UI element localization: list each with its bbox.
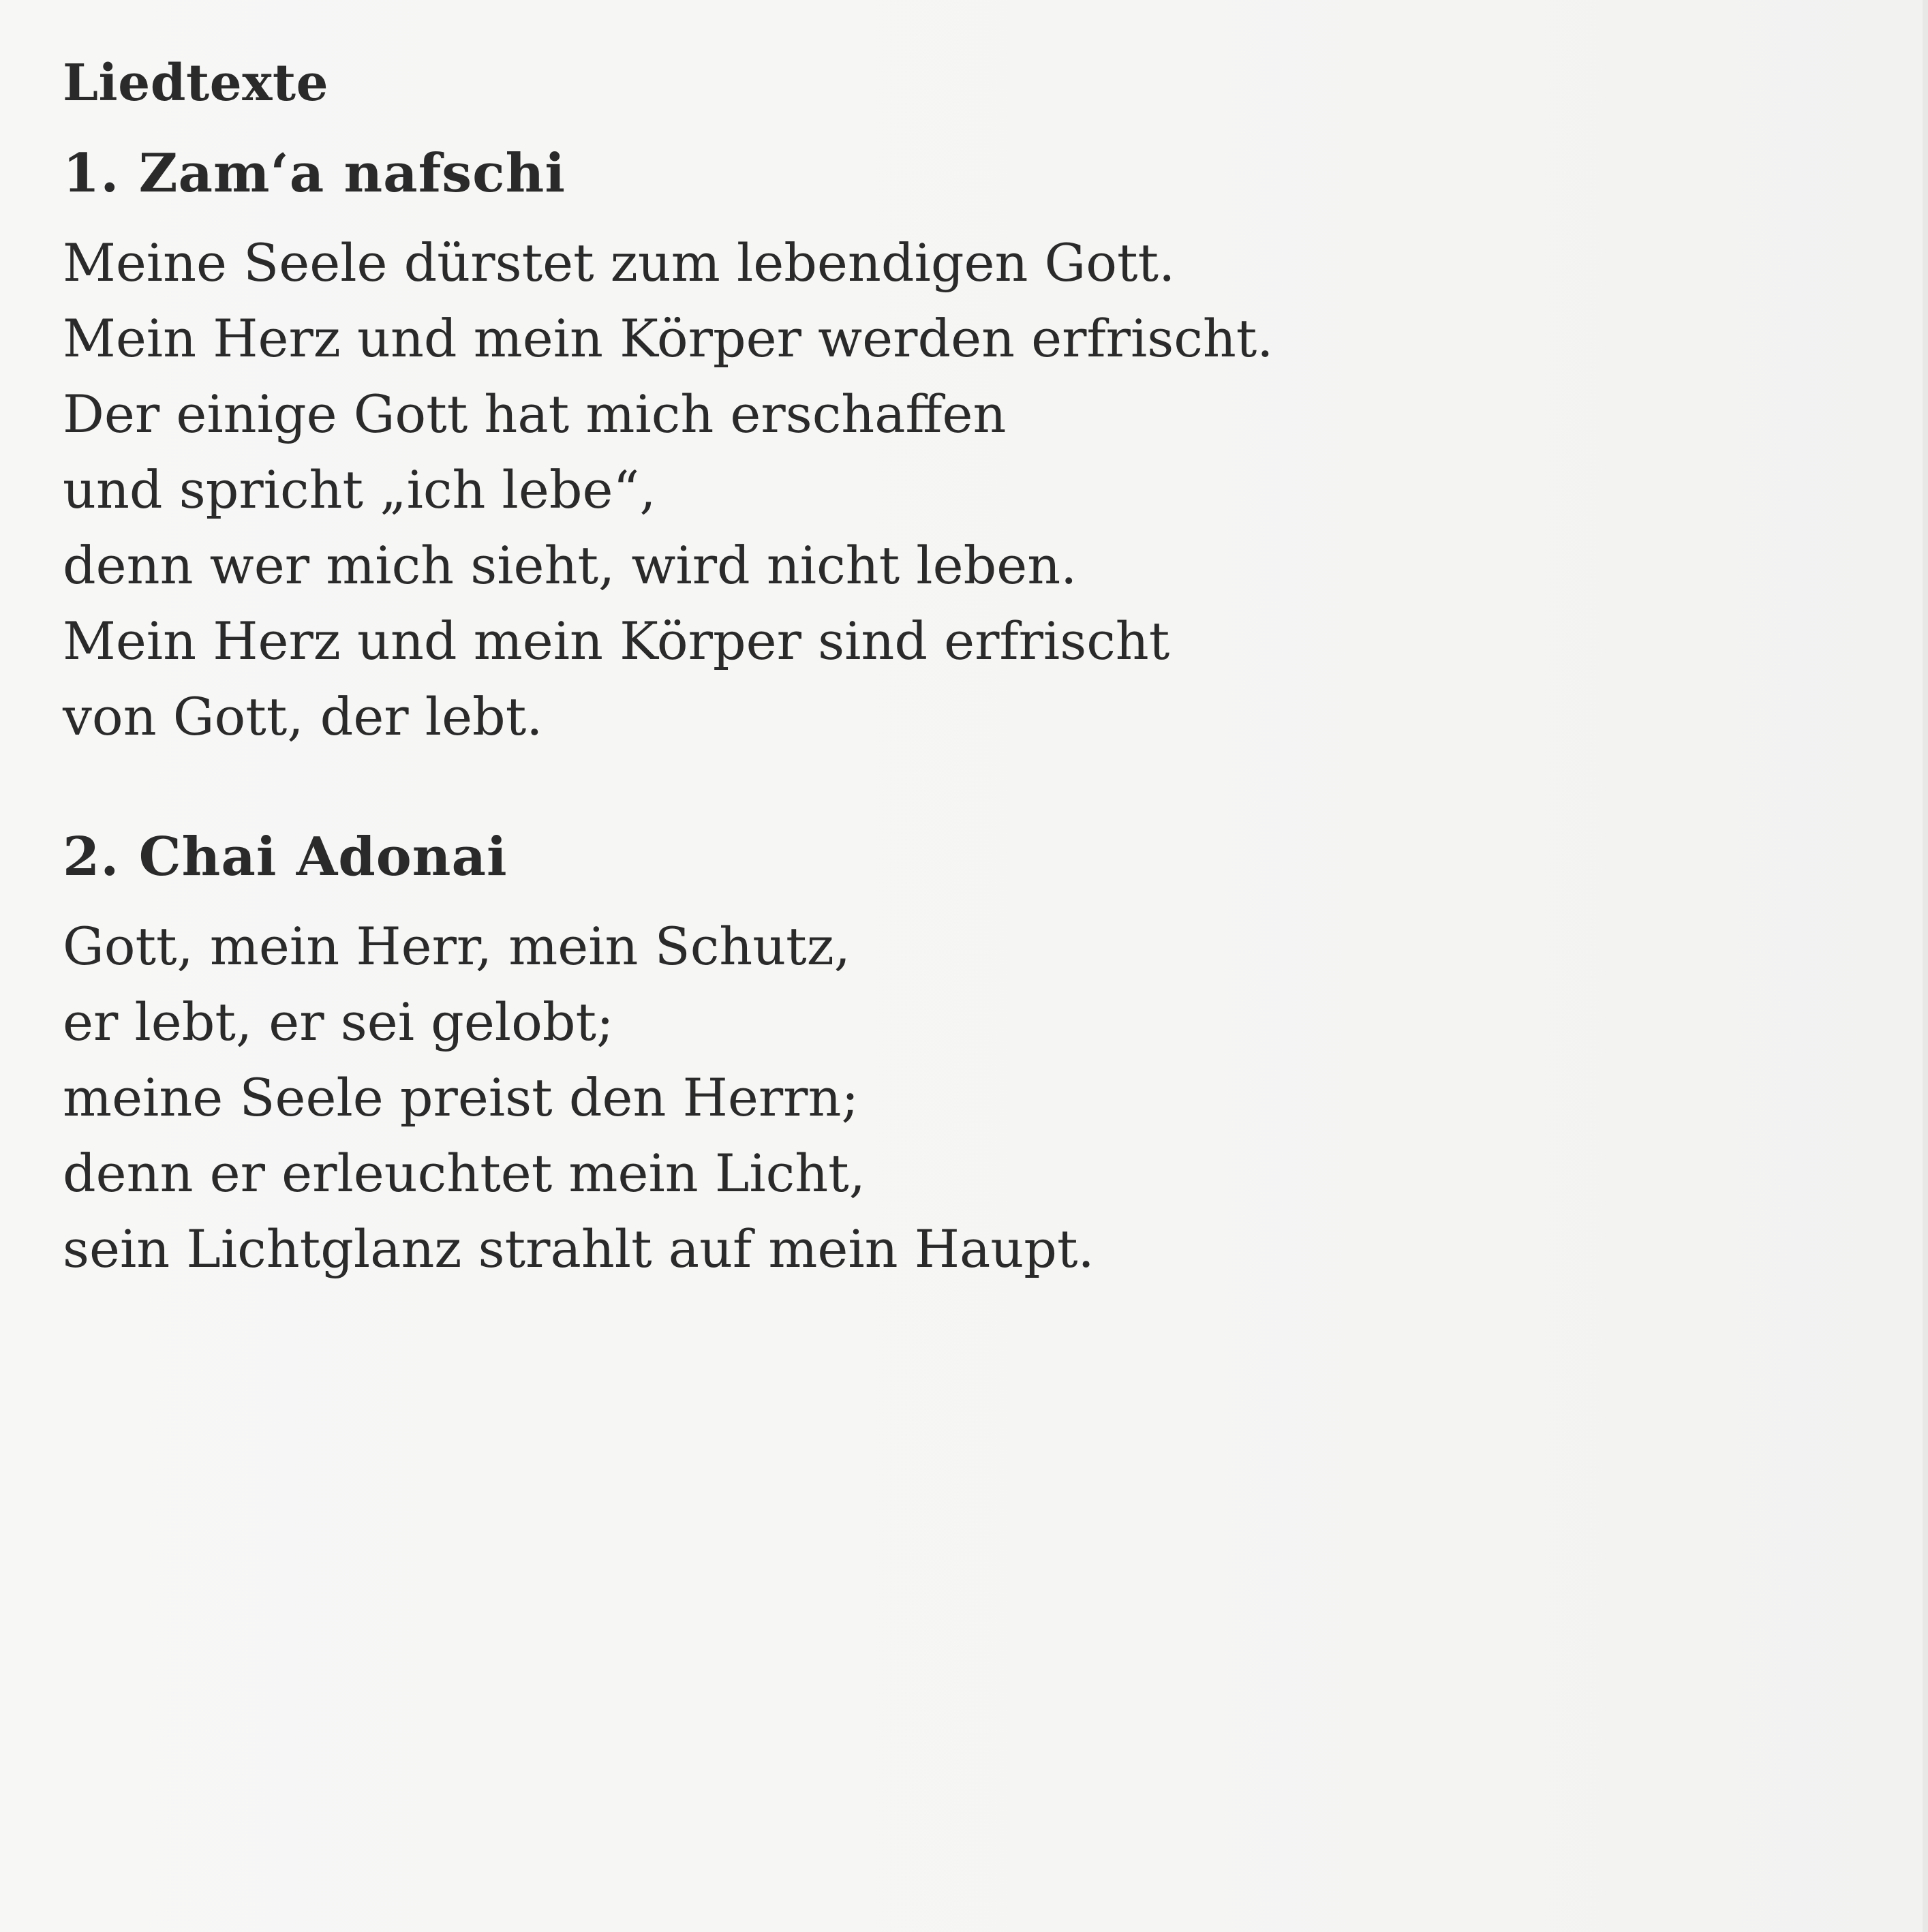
song-title: 2. Chai Adonai xyxy=(63,826,508,888)
song-zama-nafschi xyxy=(63,136,1698,754)
song-lyrics xyxy=(63,908,1698,1287)
lyric-line: denn er erleuchtet mein Licht, xyxy=(63,1143,866,1203)
lyric-line: Gott, mein Herr, mein Schutz, xyxy=(63,916,851,977)
lyric-line: und spricht „ich lebe“, xyxy=(63,459,656,520)
song-title: 1. Zam‘a nafschi xyxy=(63,142,566,204)
lyric-line: Mein Herz und mein Körper sind erfrischt xyxy=(63,611,1170,671)
lyric-line: Der einige Gott hat mich erschaffen xyxy=(63,384,1007,444)
content-area xyxy=(63,49,1698,1287)
page-edge xyxy=(1923,0,1928,1932)
lyric-line: sein Lichtglanz strahlt auf mein Haupt. xyxy=(63,1218,1095,1279)
lyric-line: Mein Herz und mein Körper werden erfrischt. xyxy=(63,308,1274,369)
lyric-line: von Gott, der lebt. xyxy=(63,686,543,747)
lyric-line: denn wer mich sieht, wird nicht leben. xyxy=(63,535,1077,596)
lyric-line: Meine Seele dürstet zum lebendigen Gott. xyxy=(63,232,1176,293)
lyric-line: meine Seele preist den Herrn; xyxy=(63,1067,859,1128)
song-chai-adonai xyxy=(63,820,1698,1287)
document-title: Liedtexte xyxy=(63,54,329,112)
song-lyrics xyxy=(63,225,1698,754)
lyric-line: er lebt, er sei gelobt; xyxy=(63,992,614,1052)
